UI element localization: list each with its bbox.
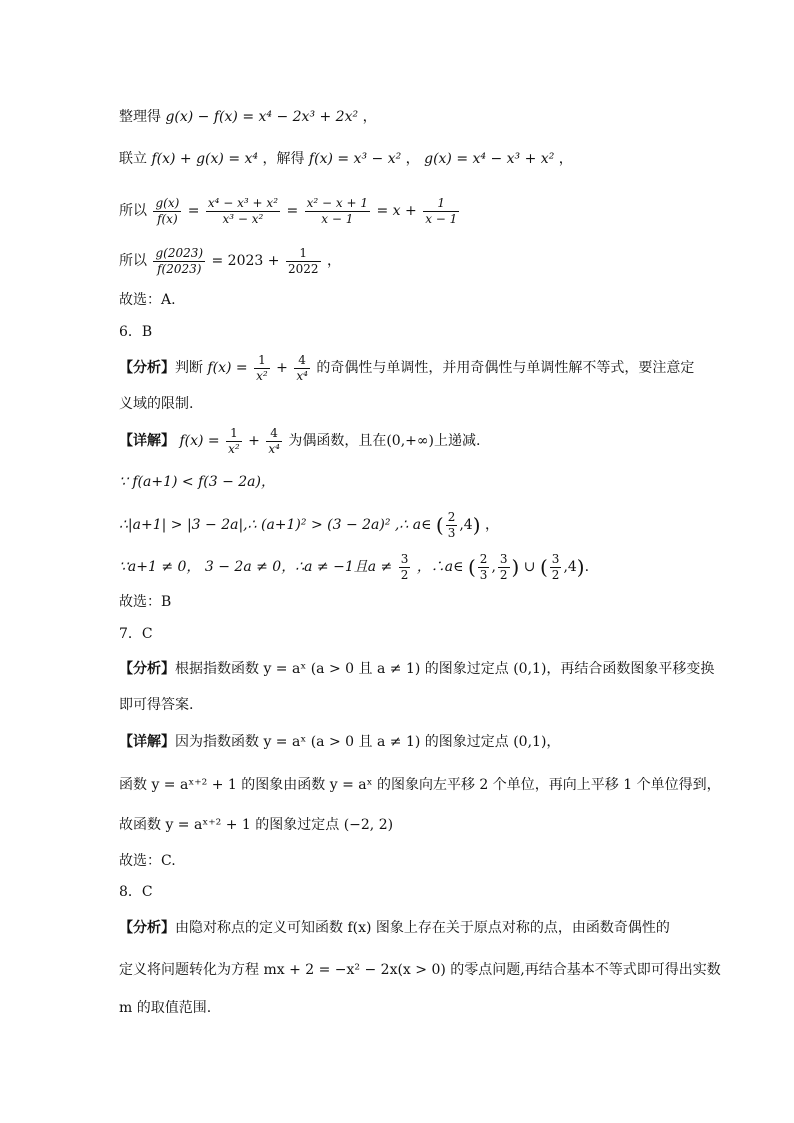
q8-analysis <box>119 918 670 938</box>
q6-analysis <box>119 352 694 384</box>
frac-den: x² <box>228 441 240 456</box>
frac-den: 2 <box>499 567 508 582</box>
line3-prefix: 所以 <box>119 203 147 219</box>
frac-num: g(x) <box>155 195 180 210</box>
q7-analysis <box>119 659 714 679</box>
fraction <box>446 510 458 541</box>
fraction <box>266 426 282 457</box>
analysis-text: 根据指数函数 y = aˣ (a > 0 且 a ≠ 1) 的图象过定点 (0,1)，再结合函数图象平移变换 <box>175 661 715 677</box>
line1-tail: ， <box>362 109 377 125</box>
frac-den: f(x) <box>157 211 178 226</box>
line2-expr1: f(x) + g(x) = x⁴ <box>151 151 259 167</box>
line2-tail: ， <box>558 151 573 167</box>
frac-den: x − 1 <box>321 211 354 226</box>
step-text: ,4 <box>459 517 473 533</box>
detail-tag: 【详解】 <box>119 734 175 750</box>
line-1 <box>119 107 377 127</box>
fraction <box>399 552 411 583</box>
analysis-tag: 【分析】 <box>119 360 175 376</box>
analysis-text: 的奇偶性与单调性，并用奇偶性与单调性解不等式，要注意定 <box>316 360 695 376</box>
frac-den: x⁴ <box>268 441 280 456</box>
q7-step-1: 函数 y = aˣ⁺² + 1 的图象由函数 y = aˣ 的图象向左平移 2 个单位，再向上平移 1 个单位得到， <box>119 777 721 793</box>
fraction <box>206 196 280 227</box>
fraction <box>305 196 370 227</box>
q8-analysis-line-2: 定义将问题转化为方程 mx + 2 = −x² − 2x(x > 0) 的零点问题,再结合基本不等式即可得出实数 <box>119 962 721 978</box>
step-text: ∵a+1 ≠ 0， 3 − 2a ≠ 0，∴a ≠ −1且a ≠ <box>119 559 393 575</box>
func-expr: f(x) = <box>207 360 248 376</box>
left-paren: ( <box>539 555 548 579</box>
analysis-tag: 【分析】 <box>119 661 175 677</box>
question-8-header: 8．C <box>119 884 153 900</box>
right-paren: ) <box>576 555 585 579</box>
line-4 <box>119 244 341 278</box>
frac-num: 3 <box>400 551 409 566</box>
frac-num: 2 <box>447 509 456 524</box>
plus: + <box>248 433 260 449</box>
left-paren: ( <box>435 513 444 537</box>
q6-step-2 <box>119 508 499 542</box>
frac-den: 3 <box>479 567 488 582</box>
frac-num: 4 <box>266 426 282 442</box>
frac-den: 3 <box>447 525 456 540</box>
line2-prefix: 联立 <box>119 151 147 167</box>
frac-den: 2 <box>551 567 560 582</box>
analysis-text: 由隐对称点的定义可知函数 f(x) 图象上存在关于原点对称的点，由函数奇偶性的 <box>175 920 670 936</box>
step-text: ,4 <box>563 559 577 575</box>
frac-den: f(2023) <box>157 261 202 276</box>
frac-num: 3 <box>551 551 560 566</box>
q7-detail <box>119 732 560 752</box>
frac-den: x⁴ <box>296 368 308 383</box>
fraction <box>153 196 181 227</box>
line2-expr2: f(x) = x³ − x² <box>308 151 402 167</box>
line1-label: 整理得 <box>119 109 161 125</box>
fraction <box>550 552 562 583</box>
fraction <box>478 552 490 583</box>
fraction <box>254 353 270 384</box>
fraction <box>286 246 321 277</box>
line2-expr3: g(x) = x⁴ − x³ + x² <box>424 151 555 167</box>
frac-num: x⁴ − x³ + x² <box>207 195 279 210</box>
frac-num: x² − x + 1 <box>306 195 369 210</box>
frac-num: 1 <box>423 196 459 212</box>
right-paren: ) <box>511 555 520 579</box>
line-2 <box>119 149 573 169</box>
line-3 <box>119 194 461 228</box>
analysis-tag: 【分析】 <box>119 920 175 936</box>
question-6-header: 6．B <box>119 324 153 340</box>
q6-analysis-cont: 义域的限制. <box>119 396 194 412</box>
plus: + <box>276 360 288 376</box>
choice-7: 故选：C. <box>119 853 176 869</box>
line2-sep: ， <box>405 151 420 167</box>
fraction <box>153 246 205 277</box>
union: ∪ <box>523 559 536 575</box>
line2-mid: ，解得 <box>262 151 305 167</box>
detail-text: 为偶函数，且在(0,+∞)上递减. <box>288 433 481 449</box>
step-tail: ， <box>484 517 499 533</box>
question-7-header: 7．C <box>119 626 153 642</box>
frac-num: g(2023) <box>155 245 204 260</box>
left-paren: ( <box>467 555 476 579</box>
frac-den: x³ − x² <box>222 211 264 226</box>
fraction <box>423 196 459 227</box>
frac-num: 2 <box>479 551 488 566</box>
step-tail: . <box>584 559 590 575</box>
analysis-pre: 判断 <box>175 360 203 376</box>
fraction <box>498 552 510 583</box>
detail-tag: 【详解】 <box>119 433 175 449</box>
q7-step-2: 故函数 y = aˣ⁺² + 1 的图象过定点 (−2, 2) <box>119 817 394 833</box>
frac-den: 2022 <box>287 261 319 276</box>
line1-expr: g(x) − f(x) = x⁴ − 2x³ + 2x² <box>165 109 359 125</box>
frac-num: 1 <box>286 246 321 262</box>
equals: = <box>286 203 299 219</box>
choice-5: 故选：A. <box>119 292 176 308</box>
frac-num: 4 <box>294 353 310 369</box>
q8-analysis-line-3: m 的取值范围. <box>119 1000 212 1016</box>
q6-detail <box>119 425 480 457</box>
func-expr: f(x) = <box>179 433 220 449</box>
choice-6: 故选：B <box>119 594 172 610</box>
frac-den: x² <box>256 368 268 383</box>
frac-den: x − 1 <box>425 211 458 226</box>
detail-text: 因为指数函数 y = aˣ (a > 0 且 a ≠ 1) 的图象过定点 (0,1)， <box>175 734 561 750</box>
line4-tail: ， <box>326 253 341 269</box>
right-paren: ) <box>472 513 481 537</box>
q6-step-1: ∵ f(a+1) < f(3 − 2a)， <box>119 474 275 490</box>
step-text: ∴|a+1| > |3 − 2a|,∴ (a+1)² > (3 − 2a)² ,∴ a∈ <box>119 517 432 533</box>
equals: = <box>187 203 200 219</box>
frac-num: 1 <box>254 353 270 369</box>
frac-num: 1 <box>226 426 242 442</box>
equals: = x + <box>376 203 417 219</box>
q6-step-3: ∵a+1 ≠ 0， 3 − 2a ≠ 0，∴a ≠ −1且a ≠ $\frac{3}{2}$ ，∴a∈ ( $\frac{2}{3}$ , $\frac{3}{2}$ ) ∪ ( $\frac{3}{2}$ ,4). <box>119 551 590 582</box>
line4-prefix: 所以 <box>119 253 147 269</box>
step-text: ，∴a∈ <box>416 559 464 575</box>
equals: = 2023 + <box>211 253 280 269</box>
fraction <box>226 426 242 457</box>
fraction <box>294 353 310 384</box>
q7-analysis-cont: 即可得答案. <box>119 697 194 713</box>
frac-num: 3 <box>499 551 508 566</box>
frac-den: 2 <box>400 567 409 582</box>
